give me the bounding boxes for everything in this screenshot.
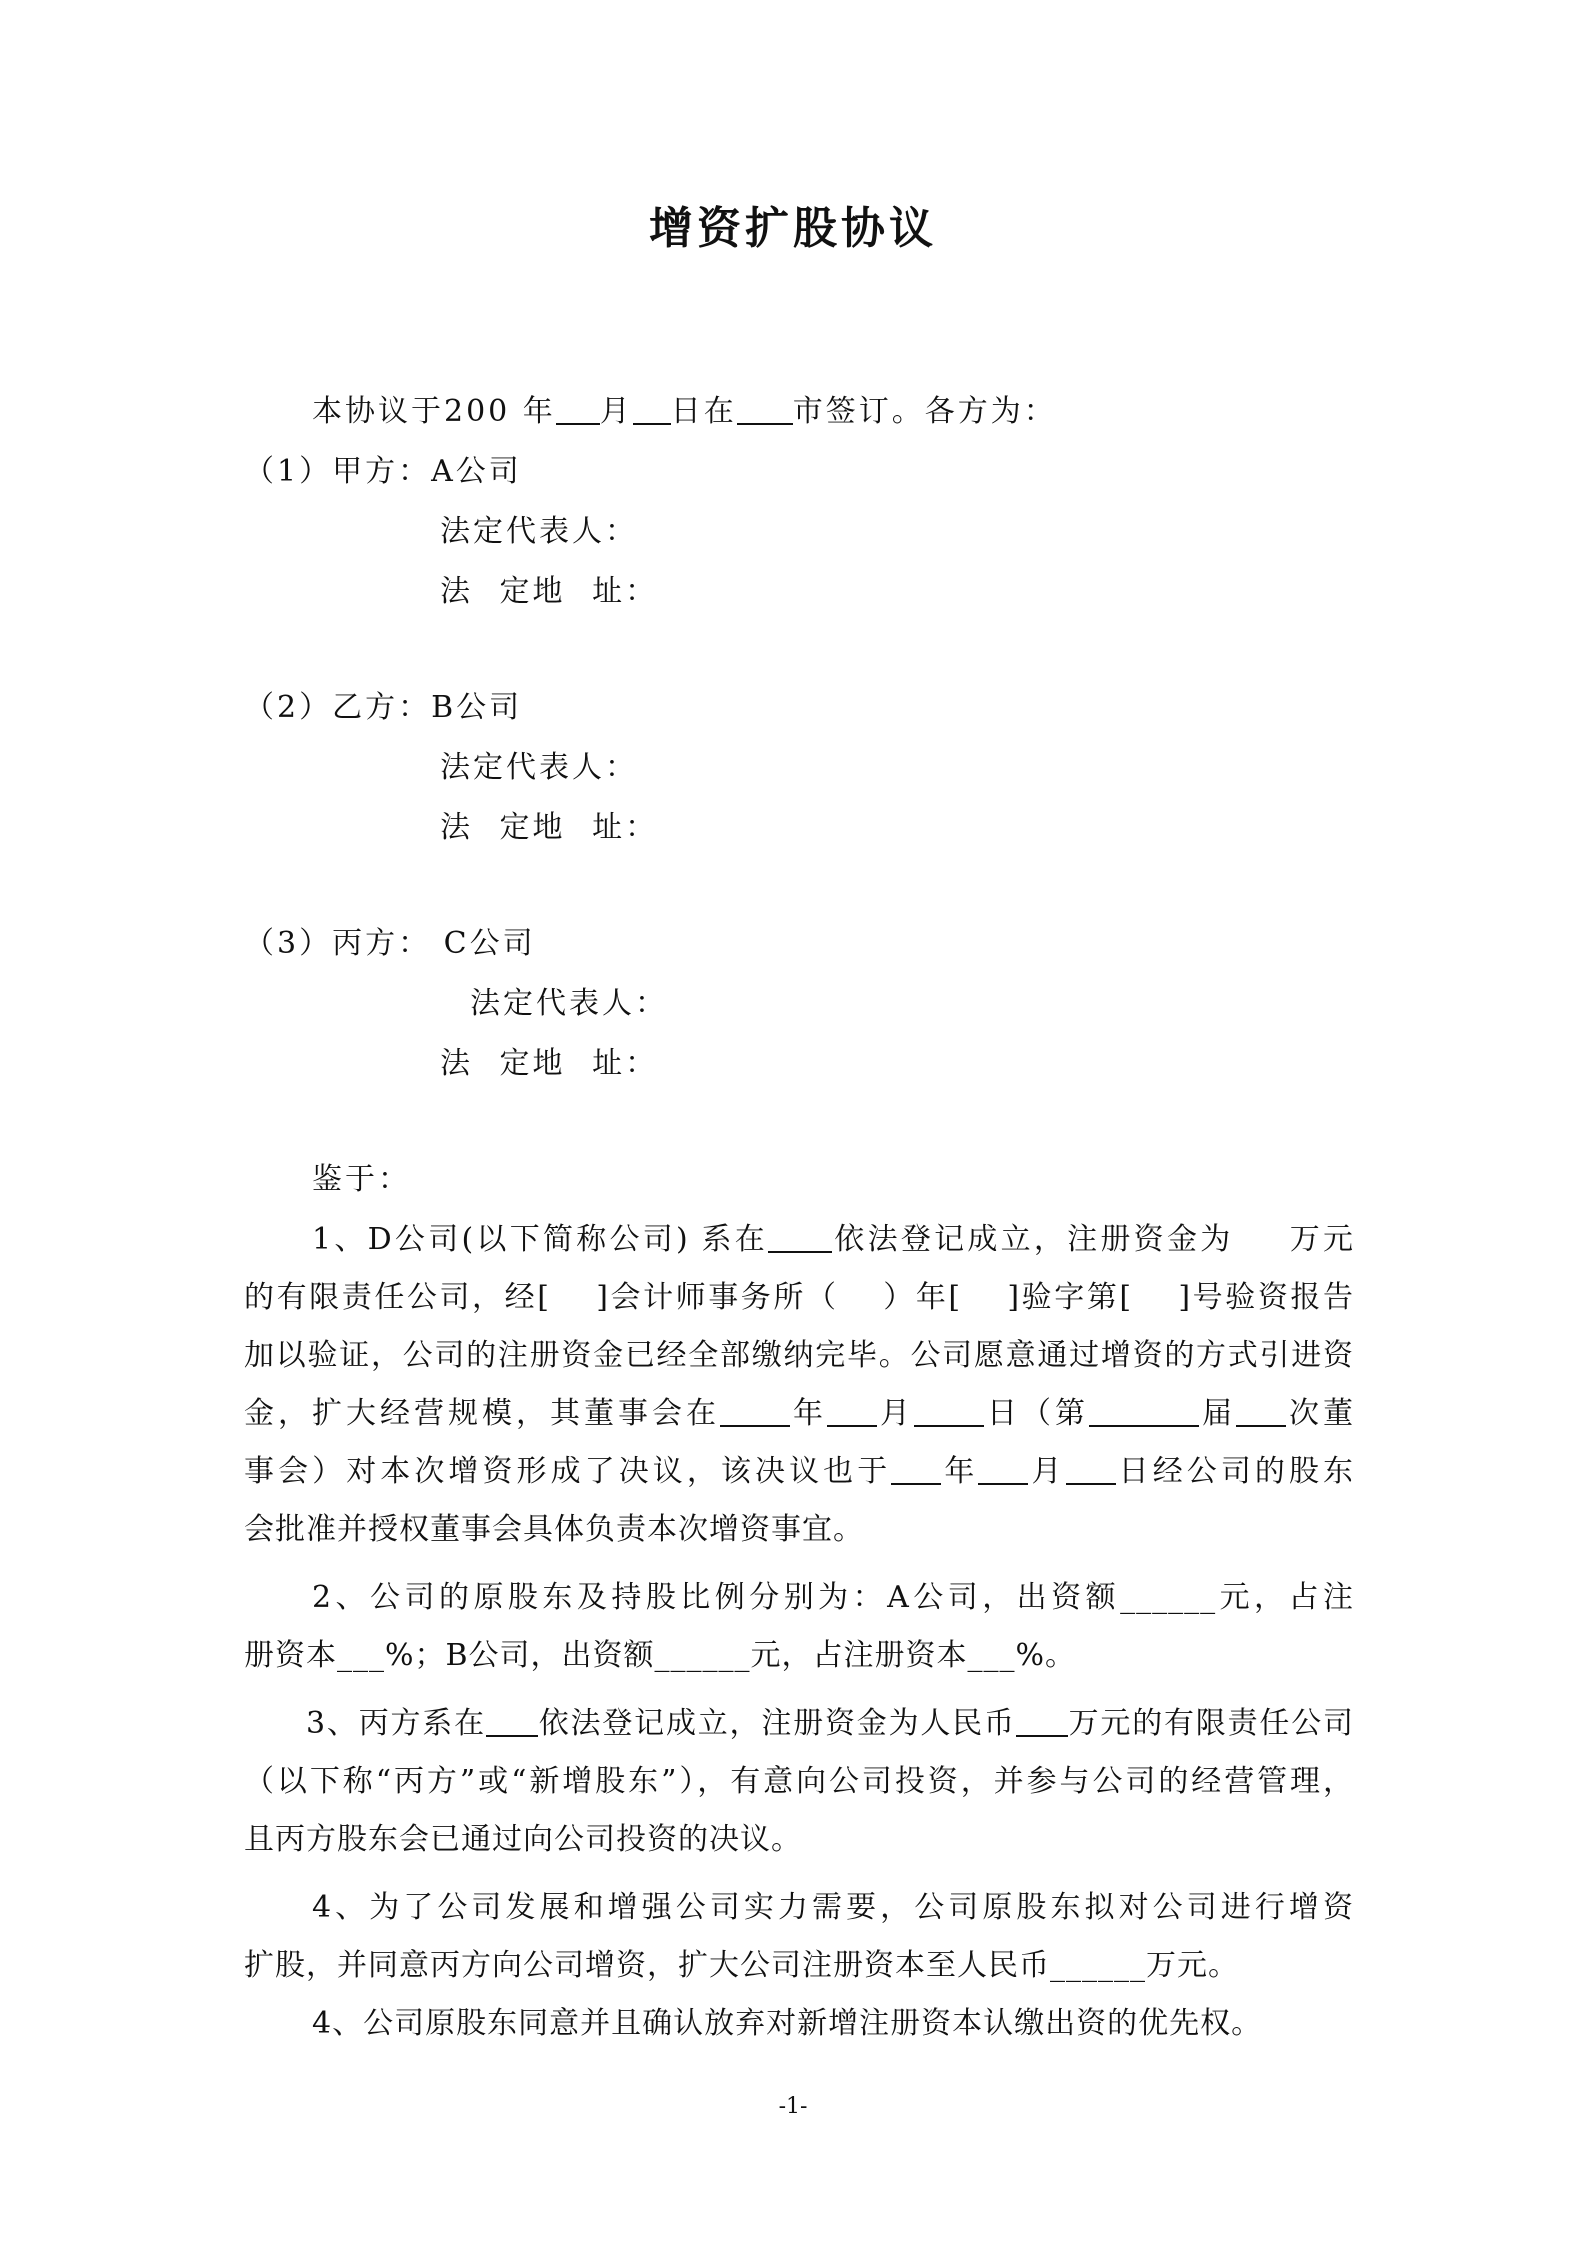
document-title: 增资扩股协议 xyxy=(649,203,937,254)
blank-place xyxy=(768,1221,832,1253)
party-c-rep: 法定代表人： xyxy=(470,986,668,1021)
clause-1-line-1: 1、D公司(以下简称公司) 系在 依法登记成立，注册资金为 万元 xyxy=(312,1222,1355,1257)
clause-1-line-6: 会批准并授权董事会具体负责本次增资事宜。 xyxy=(244,1512,864,1547)
page-number: -1- xyxy=(778,2094,808,2119)
clause-1-line-4: 金，扩大经营规模，其董事会在 年 月 日（第 届 次董 xyxy=(244,1396,1354,1431)
clause-1-line-3: 加以验证，公司的注册资金已经全部缴纳完毕。公司愿意通过增资的方式引进资 xyxy=(244,1338,1354,1373)
whereas-heading: 鉴于： xyxy=(312,1162,411,1197)
party-c-address: 法 定地 址： xyxy=(440,1046,659,1081)
clause-3-line-3: 且丙方股东会已通过向公司投资的决议。 xyxy=(244,1822,802,1857)
clause-1-line-5: 事会）对本次增资形成了决议，该决议也于 年 月 日经公司的股东 xyxy=(244,1454,1355,1489)
clause-3-line-2: （以下称“丙方”或“新增股东”），有意向公司投资，并参与公司的经营管理， xyxy=(244,1764,1354,1799)
blank-month xyxy=(556,393,600,425)
clause-3-line-1: 3、丙方系在 依法登记成立，注册资金为人民币 万元的有限责任公司 xyxy=(306,1706,1355,1741)
party-a-label: （1）甲方：A公司 xyxy=(244,454,522,489)
party-b-address: 法 定地 址： xyxy=(440,810,659,845)
clause-4-line-2: 扩股，并同意丙方向公司增资，扩大公司注册资本至人民币______万元。 xyxy=(244,1948,1239,1983)
party-a-rep: 法定代表人： xyxy=(440,514,638,549)
party-c-label: （3）丙方： C公司 xyxy=(244,926,536,961)
intro-line: 本协议于200 年 月 日在 市签订。各方为： xyxy=(312,394,1057,429)
clause-4-line-1: 4、为了公司发展和增强公司实力需要，公司原股东拟对公司进行增资 xyxy=(312,1890,1354,1925)
party-b-rep: 法定代表人： xyxy=(440,750,638,785)
clause-2-line-2: 册资本___%；B公司，出资额______元，占注册资本___%。 xyxy=(244,1638,1077,1673)
blank-city xyxy=(737,393,793,425)
blank-day xyxy=(633,393,671,425)
clause-2-line-1: 2、公司的原股东及持股比例分别为：A公司，出资额______元，占注 xyxy=(312,1580,1354,1615)
clause-1-line-2: 的有限责任公司，经[ ]会计师事务所（ ）年[ ]验字第[ ]号验资报告 xyxy=(244,1280,1354,1315)
party-a-address: 法 定地 址： xyxy=(440,574,659,609)
clause-5-line-1: 4、公司原股东同意并且确认放弃对新增注册资本认缴出资的优先权。 xyxy=(312,2006,1263,2041)
party-b-label: （2）乙方：B公司 xyxy=(244,690,523,725)
